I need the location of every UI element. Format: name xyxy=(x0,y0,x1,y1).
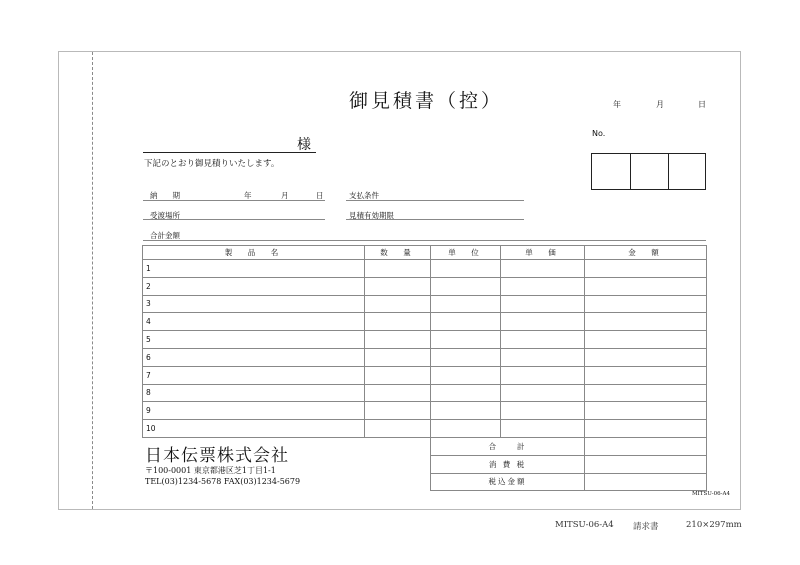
amount-cell[interactable] xyxy=(585,420,707,438)
quantity-cell[interactable] xyxy=(365,277,431,295)
amount-cell[interactable] xyxy=(585,384,707,402)
page-title: 御見積書（控） xyxy=(349,90,504,112)
unit-cell[interactable] xyxy=(431,260,501,278)
total-amount-field[interactable] xyxy=(143,240,706,241)
unit-price-cell[interactable] xyxy=(501,402,585,420)
tax-included-total-label: 税込金額 xyxy=(431,473,585,491)
date-year-label: 年 xyxy=(613,100,621,109)
quantity-cell[interactable] xyxy=(365,420,431,438)
unit-price-cell[interactable] xyxy=(501,277,585,295)
quantity-cell[interactable] xyxy=(365,295,431,313)
row-number[interactable]: 2 xyxy=(143,277,365,295)
amount-cell[interactable] xyxy=(585,402,707,420)
row-number[interactable]: 5 xyxy=(143,331,365,349)
unit-price-cell[interactable] xyxy=(501,366,585,384)
amount-cell[interactable] xyxy=(585,366,707,384)
number-box-3[interactable] xyxy=(668,153,706,190)
quantity-cell[interactable] xyxy=(365,366,431,384)
row-number[interactable]: 1 xyxy=(143,260,365,278)
footer-type: 請求書 xyxy=(633,522,659,532)
footer-code: MITSU-06-A4 xyxy=(555,520,614,530)
col-amount: 金 額 xyxy=(585,246,707,260)
payment-terms-field[interactable] xyxy=(346,200,524,201)
table-row xyxy=(143,331,707,349)
row-number[interactable]: 8 xyxy=(143,384,365,402)
delivery-place-label: 受渡場所 xyxy=(150,211,180,220)
quantity-cell[interactable] xyxy=(365,260,431,278)
amount-cell[interactable] xyxy=(585,348,707,366)
table-row xyxy=(143,402,707,420)
quantity-cell[interactable] xyxy=(365,331,431,349)
unit-price-cell[interactable] xyxy=(501,420,585,438)
form-code: MITSU-06-A4 xyxy=(692,491,730,497)
unit-cell[interactable] xyxy=(431,384,501,402)
amount-cell[interactable] xyxy=(585,313,707,331)
table-row xyxy=(143,295,707,313)
validity-field[interactable] xyxy=(346,219,524,220)
amount-cell[interactable] xyxy=(585,260,707,278)
unit-cell[interactable] xyxy=(431,348,501,366)
table-row xyxy=(143,313,707,331)
number-box-1[interactable] xyxy=(591,153,631,190)
row-number[interactable]: 6 xyxy=(143,348,365,366)
col-unit: 単 位 xyxy=(431,246,501,260)
delivery-date-field[interactable] xyxy=(143,200,325,201)
unit-price-cell[interactable] xyxy=(501,384,585,402)
row-number[interactable]: 9 xyxy=(143,402,365,420)
company-phone: TEL(03)1234-5678 FAX(03)1234-5679 xyxy=(145,477,301,486)
table-row xyxy=(143,348,707,366)
table-row xyxy=(143,420,707,438)
tax-included-total-cell[interactable] xyxy=(585,473,707,491)
delivery-place-field[interactable] xyxy=(143,219,325,220)
delivery-month-label: 月 xyxy=(281,191,289,200)
amount-cell[interactable] xyxy=(585,277,707,295)
validity-label: 見積有効期限 xyxy=(349,211,394,220)
unit-cell[interactable] xyxy=(431,420,501,438)
amount-cell[interactable] xyxy=(585,331,707,349)
subtotal-cell[interactable] xyxy=(585,437,707,455)
table-row xyxy=(143,260,707,278)
unit-cell[interactable] xyxy=(431,331,501,349)
intro-text: 下記のとおり御見積りいたします。 xyxy=(144,159,280,169)
number-label: No. xyxy=(592,129,606,138)
payment-terms-label: 支払条件 xyxy=(349,191,379,200)
table-row xyxy=(143,277,707,295)
table-header-row xyxy=(143,246,707,260)
tax-label: 消 費 税 xyxy=(431,455,585,473)
unit-cell[interactable] xyxy=(431,402,501,420)
row-number[interactable]: 10 xyxy=(143,420,365,438)
date-month-label: 月 xyxy=(656,100,664,109)
unit-cell[interactable] xyxy=(431,277,501,295)
row-number[interactable]: 3 xyxy=(143,295,365,313)
row-number[interactable]: 7 xyxy=(143,366,365,384)
date-day-label: 日 xyxy=(698,100,706,109)
quantity-cell[interactable] xyxy=(365,384,431,402)
amount-cell[interactable] xyxy=(585,295,707,313)
unit-cell[interactable] xyxy=(431,313,501,331)
quantity-cell[interactable] xyxy=(365,348,431,366)
recipient-name-field[interactable] xyxy=(143,152,316,153)
delivery-day-label: 日 xyxy=(316,191,324,200)
unit-price-cell[interactable] xyxy=(501,295,585,313)
recipient-honorific: 様 xyxy=(297,137,311,153)
company-address: 〒100-0001 東京都港区芝1丁目1-1 xyxy=(145,466,276,475)
quantity-cell[interactable] xyxy=(365,402,431,420)
unit-price-cell[interactable] xyxy=(501,331,585,349)
table-row xyxy=(143,384,707,402)
perforation-line xyxy=(92,52,93,509)
unit-cell[interactable] xyxy=(431,366,501,384)
unit-price-cell[interactable] xyxy=(501,313,585,331)
number-box-2[interactable] xyxy=(630,153,669,190)
table-row xyxy=(143,366,707,384)
col-unit-price: 単 価 xyxy=(501,246,585,260)
tax-cell[interactable] xyxy=(585,455,707,473)
subtotal-label: 合 計 xyxy=(431,437,585,455)
total-amount-label: 合計金額 xyxy=(150,231,180,240)
company-name: 日本伝票株式会社 xyxy=(145,446,289,466)
unit-price-cell[interactable] xyxy=(501,260,585,278)
footer-size: 210×297mm xyxy=(686,520,742,530)
unit-cell[interactable] xyxy=(431,295,501,313)
row-number[interactable]: 4 xyxy=(143,313,365,331)
col-quantity: 数 量 xyxy=(365,246,431,260)
col-product-name: 製 品 名 xyxy=(143,246,365,260)
delivery-year-label: 年 xyxy=(244,191,252,200)
unit-price-cell[interactable] xyxy=(501,348,585,366)
quantity-cell[interactable] xyxy=(365,313,431,331)
delivery-date-label: 納 期 xyxy=(150,191,180,200)
